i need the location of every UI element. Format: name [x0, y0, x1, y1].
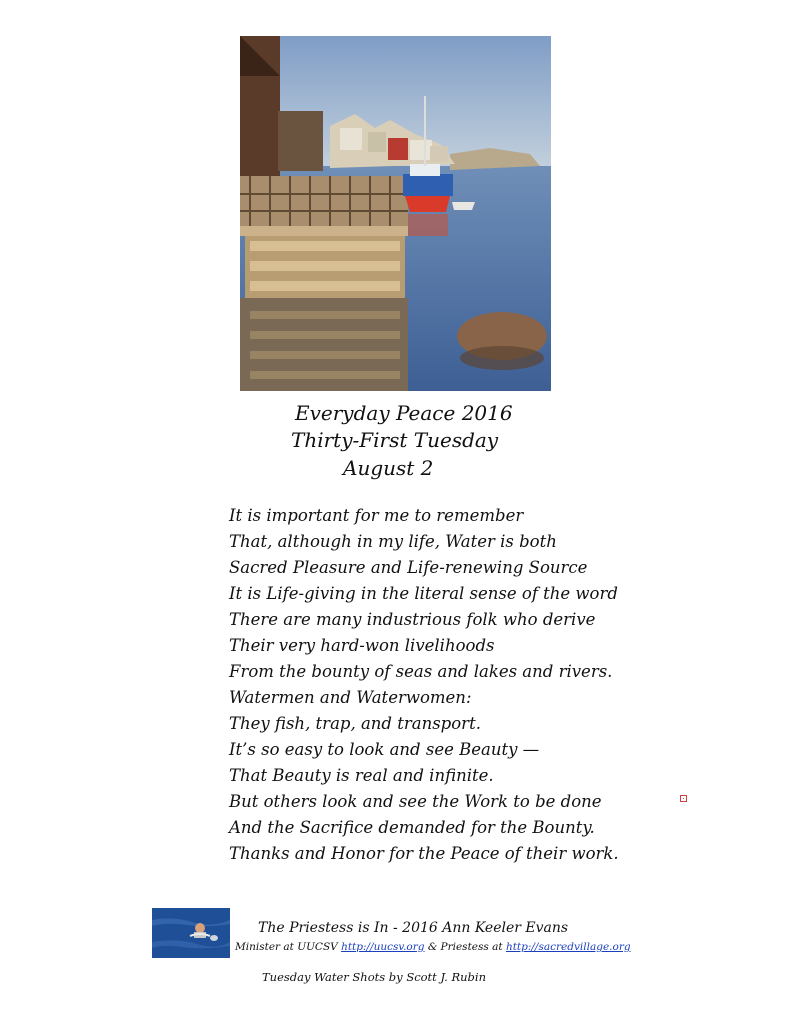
priestess-text: & Priestess at	[424, 941, 506, 953]
poem-line: But others look and see the Work to be done	[229, 792, 602, 811]
poem-line: It is Life-giving in the literal sense of the word	[229, 584, 618, 603]
swimmer-photo	[152, 908, 230, 958]
minister-text: Minister at UUCSV	[235, 941, 342, 953]
poem-line: Sacred Pleasure and Life-renewing Source	[229, 558, 588, 577]
page-subtitle: Thirty-First Tuesday	[291, 428, 499, 452]
poem-line: From the bounty of seas and lakes and rivers.	[229, 662, 613, 681]
anchor-marker-icon[interactable]	[680, 795, 687, 802]
poem-line: Watermen and Waterwomen:	[229, 688, 472, 707]
credit-prefix: Tuesday Water Shots by	[262, 970, 407, 984]
poem-line: There are many industrious folk who derive	[229, 610, 596, 629]
uucsv-link[interactable]: http://uucsv.org	[341, 941, 425, 953]
poem-line: That, although in my life, Water is both	[229, 532, 557, 551]
poem-line: It’s so easy to look and see Beauty —	[229, 740, 540, 759]
poem-line: Thanks and Honor for the Peace of their work.	[229, 844, 619, 863]
poem-line: And the Sacrifice demanded for the Bounty.	[229, 818, 595, 837]
poem-line: They fish, trap, and transport.	[229, 714, 481, 733]
harbor-photo	[240, 36, 551, 391]
page-title: Everyday Peace 2016	[295, 401, 513, 425]
photo-credit	[262, 970, 486, 984]
credit-name: Scott J. Rubin	[406, 970, 486, 984]
poem	[229, 503, 619, 867]
footer-title: The Priestess is In - 2016 Ann Keeler Evans	[258, 920, 569, 936]
poem-line: That Beauty is real and infinite.	[229, 766, 494, 785]
footer-links	[235, 941, 631, 953]
page-date: August 2	[343, 456, 434, 480]
poem-line: Their very hard-won livelihoods	[229, 636, 495, 655]
poem-line: It is important for me to remember	[229, 506, 524, 525]
sacredvillage-link[interactable]: http://sacredvillage.org	[505, 941, 631, 953]
